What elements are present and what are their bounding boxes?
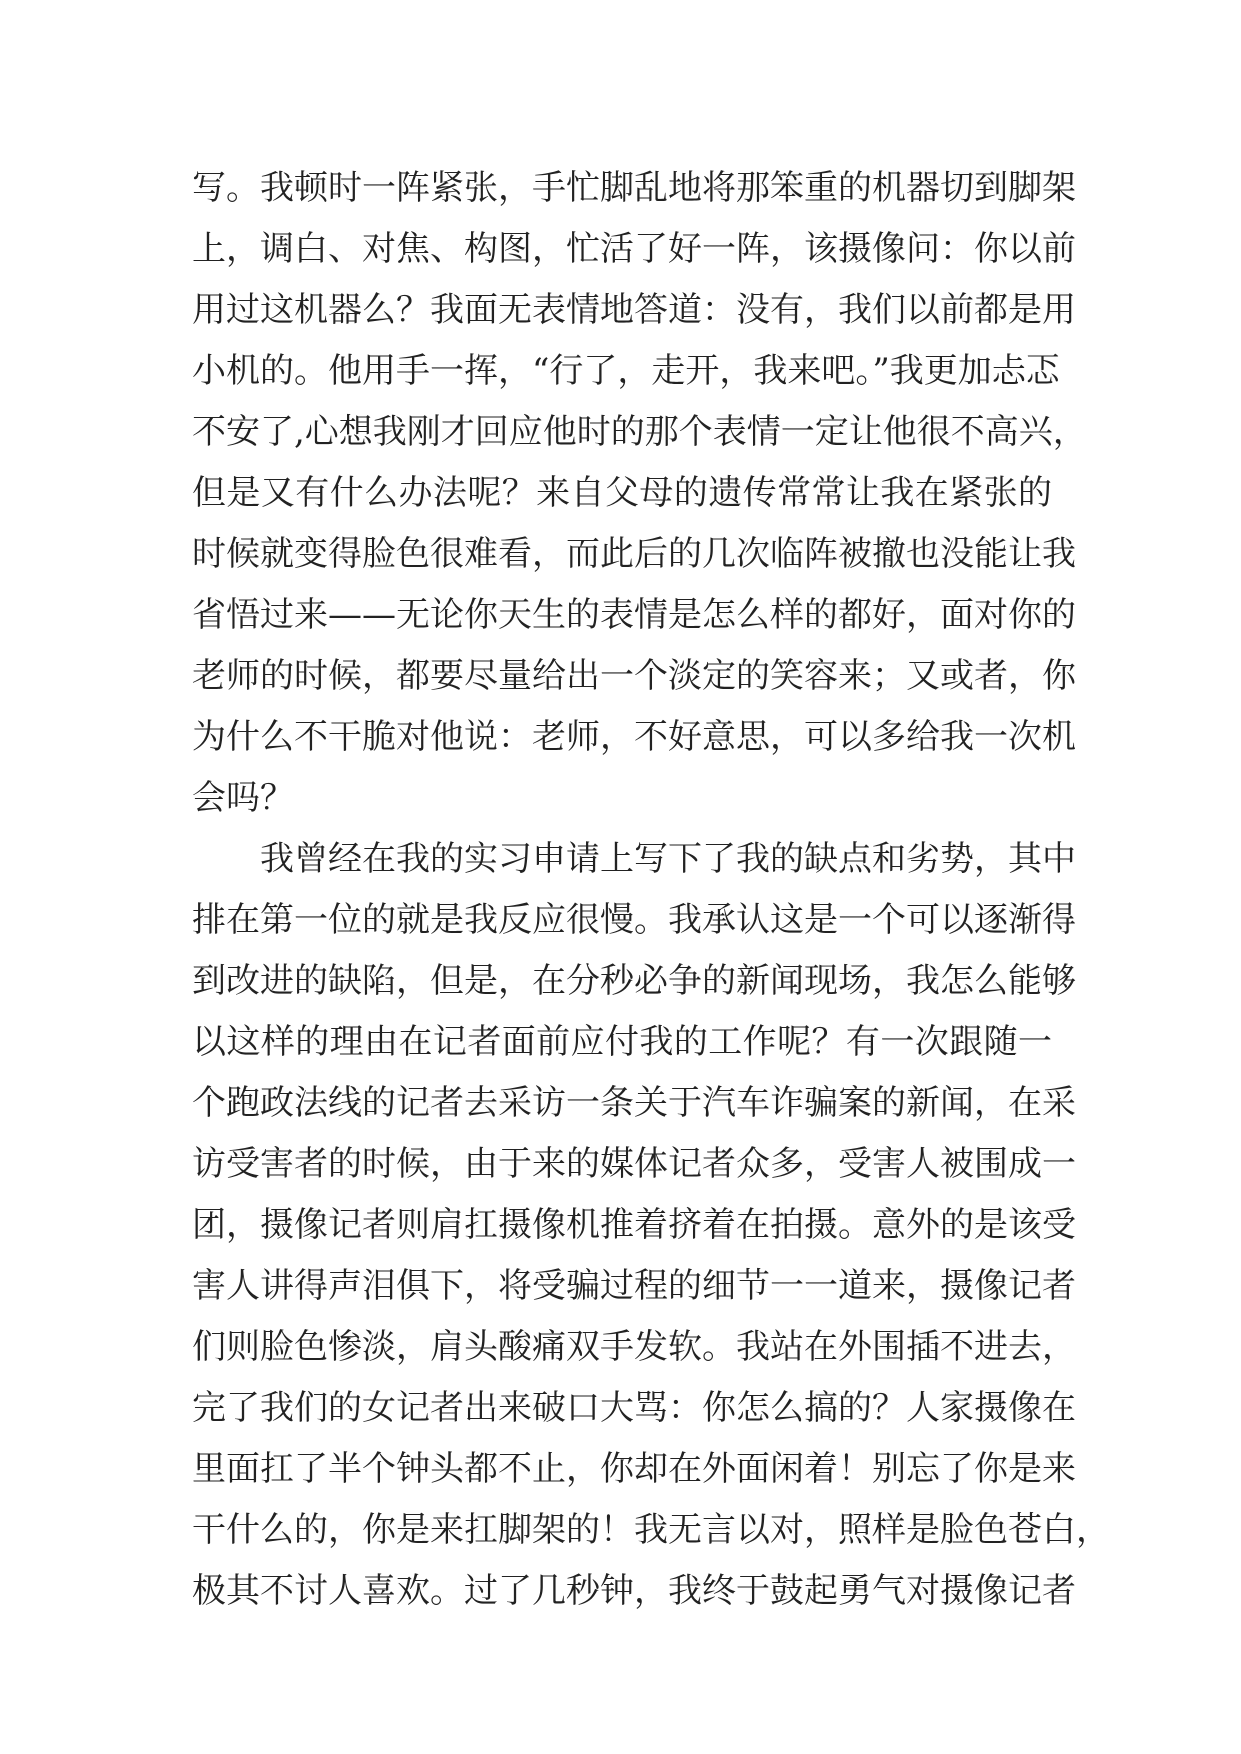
text-line: 害人讲得声泪俱下，将受骗过程的细节一一道来，摄像记者 <box>192 1266 1076 1306</box>
text-line: 时候就变得脸色很难看，而此后的几次临阵被撤也没能让我 <box>192 534 1076 574</box>
paragraph-first-line: 我曾经在我的实习申请上写下了我的缺点和劣势，其中 <box>260 839 1076 879</box>
text-line: 干什么的，你是来扛脚架的！我无言以对，照样是脸色苍白， <box>192 1510 1110 1550</box>
text-line: 个跑政法线的记者去采访一条关于汽车诈骗案的新闻，在采 <box>192 1083 1076 1123</box>
text-line: 以这样的理由在记者面前应付我的工作呢？有一次跟随一 <box>192 1022 1052 1062</box>
text-line: 老师的时候，都要尽量给出一个淡定的笑容来；又或者，你 <box>192 656 1076 696</box>
text-line: 写。我顿时一阵紧张，手忙脚乱地将那笨重的机器切到脚架 <box>192 168 1076 208</box>
text-line: 里面扛了半个钟头都不止，你却在外面闲着！别忘了你是来 <box>192 1449 1076 1489</box>
text-line: 极其不讨人喜欢。过了几秒钟，我终于鼓起勇气对摄像记者 <box>192 1571 1076 1611</box>
text-line: 排在第一位的就是我反应很慢。我承认这是一个可以逐渐得 <box>192 900 1076 940</box>
text-line: 们则脸色惨淡，肩头酸痛双手发软。我站在外围插不进去， <box>192 1327 1076 1367</box>
text-line: 完了我们的女记者出来破口大骂：你怎么搞的？人家摄像在 <box>192 1388 1076 1428</box>
text-line: 省悟过来——无论你天生的表情是怎么样的都好，面对你的 <box>192 595 1076 635</box>
text-line: 会吗？ <box>192 778 294 818</box>
text-line: 不安了,心想我刚才回应他时的那个表情一定让他很不高兴， <box>192 412 1087 452</box>
text-line: 到改进的缺陷，但是，在分秒必争的新闻现场，我怎么能够 <box>192 961 1076 1001</box>
text-line: 访受害者的时候，由于来的媒体记者众多，受害人被围成一 <box>192 1144 1076 1184</box>
text-line: 上，调白、对焦、构图，忙活了好一阵，该摄像问：你以前 <box>192 229 1076 269</box>
text-line: 为什么不干脆对他说：老师，不好意思，可以多给我一次机 <box>192 717 1076 757</box>
text-line: 但是又有什么办法呢？来自父母的遗传常常让我在紧张的 <box>192 473 1052 513</box>
text-line: 团，摄像记者则肩扛摄像机推着挤着在拍摄。意外的是该受 <box>192 1205 1076 1245</box>
body-text <box>192 158 1110 1622</box>
text-line: 小机的。他用手一挥，“行了，走开，我来吧。”我更加忐忑 <box>192 351 1060 391</box>
text-line: 用过这机器么？我面无表情地答道：没有，我们以前都是用 <box>192 290 1076 330</box>
